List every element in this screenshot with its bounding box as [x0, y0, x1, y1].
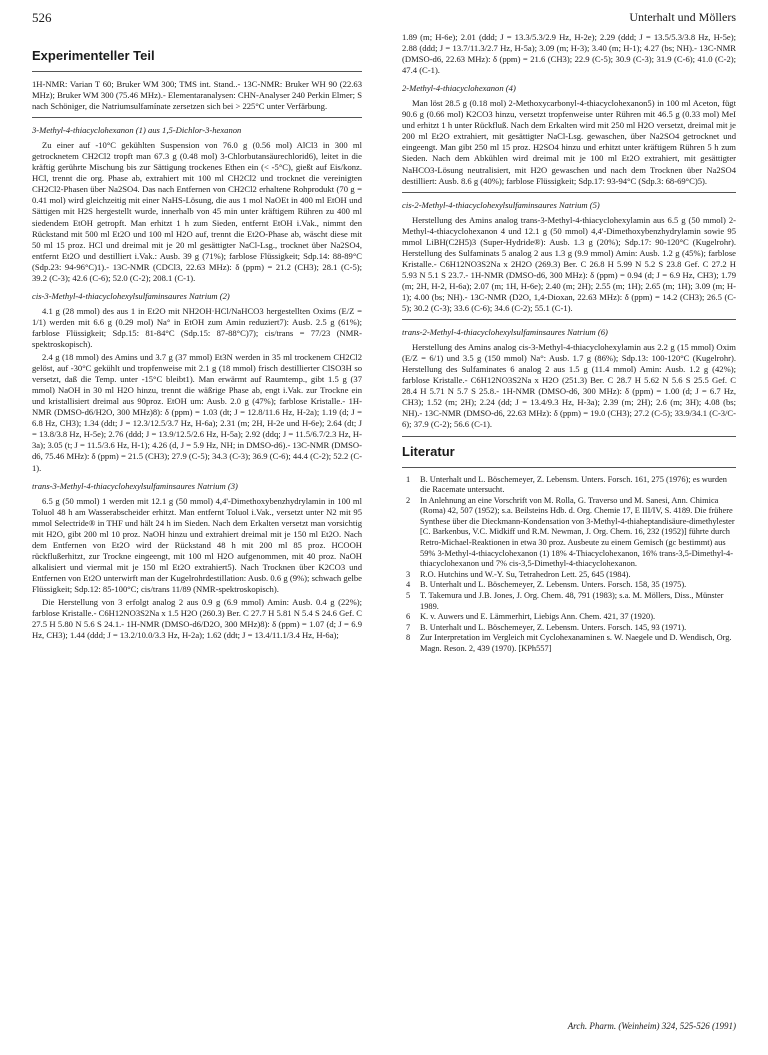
divider: [402, 319, 736, 320]
compound-2-heading: cis-3-Methyl-4-thiacyclohexylsulfaminsaures Natrium (2): [32, 290, 230, 301]
section-title: Experimenteller Teil: [32, 48, 155, 63]
divider: [402, 467, 736, 468]
left-column: [32, 48, 362, 643]
reference-number: 2: [406, 495, 411, 505]
compound-3-continuation: 1.89 (m; H-6e); 2.01 (ddd; J = 13.3/5.3/2.9 Hz, H-2e); 2.29 (ddd; J = 13.5/5.3/3.8 Hz, H-5e); 2.88 (ddd; J = 13.7/11.3/2.7 Hz, H-5a); 3.09 (m; H-3); 3.40 (m; H-1); 4.27 (bs; NH).- 13C-NMR (DMSO-d6, 22.63 MHz): δ (ppm) = 21.6 (CH3); 22.9 (C-5); 30.9 (C-3); 31.9 (C-6); 41.0 (C-2); 47.4 (C-1).: [402, 32, 736, 76]
compound-6-heading: trans-2-Methyl-4-thiacyclohexylsulfaminsaures Natrium (6): [402, 327, 608, 338]
reference-item: [402, 612, 736, 623]
reference-number: 5: [406, 591, 411, 601]
compound-3-paragraph-2: Die Herstellung von 3 erfolgt analog 2 aus 0.9 g (6.9 mmol) Amin: Ausb. 0.4 g (22%); farblose Kristalle.- C6H12NO3S2Na x 1.5 H2O (260.3) Ber. C 27.7 H 5.81 N 5.4 S 24.6 Gef. C 27.5 H 5.80 N 5.6 S 24.1.- 1H-NMR (DMSO-d6/D2O, 300 MHz)8): δ (ppm) = 1.07 (d; J = 6.9 Hz, CH3); 1.44 (ddd; J = 13.2/10.0/3.3 Hz, H-2a); 1.62 (ddt; J = 13.4/11.1/3.4 Hz, H-6a);: [32, 597, 362, 641]
reference-item: [402, 591, 736, 612]
running-head-authors: Unterhalt und Möllers: [629, 10, 736, 24]
right-column: [402, 32, 736, 655]
compound-1-text: Zu einer auf -10°C gekühlten Suspension von 76.0 g (0.56 mol) AlCl3 in 300 ml getrocknetem CH2Cl2 tropft man 67.3 g (0.48 mol) 3-Chlorbutansäurechlorid6), leitet in die kräftig gerührte Mischung bis zur Sättigung trockenes Ethen ein (< -5°C), gießt auf Eis/konz. HCl, trennt die org. Phase ab, extrahiert mit 100 ml CH2Cl2 und trocknet die vereinigten CH2Cl2-Phasen über Na2SO4. Das nach Entfernen von CH2Cl2 erhaltene Rohprodukt (70 g = 0.41 mol) wird gleichzeitig mit einer NaHS-Lösung, die aus 1 mol NaOEt in 400 ml EtOH und Sättigen mit H2S hergestellt wurde, innerhalb von 45 min unter kräftigem Rühren zu 400 ml siedendem EtOH getropft. Man erhitzt 1 h zum Sieden, entfernt EtOH i.Vak., nimmt den Rückstand mit 500 ml Et2O und 100 ml H2O auf, trennt die Et2O-Phase ab, wäscht diese mit 50 ml 15 proz. HCl und dreimal mit je 20 ml gesättigter NaCl-Lsg., trocknet über Na2SO4, entfernt Et2O und destilliert i.Vak.: Ausb. 39 g (71%); farblose Flüssigkeit; Sdp.14: 88-89°C (Sdp.23: 94-96°C)1).- 13C-NMR (CDCl3, 22.63 MHz): δ (ppm) = 21.2 (CH3); 28.1 (C-5); 39.2 (C-3); 42.6 (C-6); 52.0 (C-2); 208.1 (C-1).: [32, 140, 362, 283]
reference-text: Zur Interpretation im Vergleich mit Cyclohexanaminen s. W. Naegele und D. Wendisch, Org. Magn. Reson. 2, 439 (1970). [KPh557]: [420, 633, 732, 653]
compound-5-heading: cis-2-Methyl-4-thiacyclohexylsulfaminsaures Natrium (5): [402, 199, 600, 210]
divider: [402, 436, 736, 437]
page-header: [32, 10, 736, 28]
reference-text: R.O. Hutchins und W.-Y. Su, Tetrahedron Lett. 25, 645 (1984).: [420, 569, 631, 579]
reference-text: In Anlehnung an eine Vorschrift von M. Rolla, G. Traverso und M. Sanesi, Ann. Chimica (Roma) 42, 507 (1952); s.a. Beilsteins Hdb. d. Org. Chemie 17, E III/IV, S. 4189. Die frühere Synthese über die Dieckmann-Kondensation von 3-Methyl-4-thiaheptandisäure-dimethylester [C. Barkenbus, V.C. Midkiff und R.M. Newman, J. Org. Chem. 16, 232 (1952)] führte durch Retro-Michael-Reaktionen in etwa 30 proz. Ausbeute zu einem Gemisch (gc bestimmt) aus 59% 3-Methyl-4-thiacyclohexanon (1) 18% 4-Thiacyclohexanon, 16% trans-3,5-Dimethyl-4-thiacyclohexanon und 7% cis-3,5-Dimethyl-4-thiacyclohexanon.: [420, 495, 735, 569]
divider: [32, 117, 362, 118]
reference-text: B. Unterhalt und L. Böschemeyer, Z. Lebensm. Unters. Forsch. 158, 35 (1975).: [420, 580, 687, 590]
reference-text: B. Unterhalt und L. Böschemeyer, Z. Lebensm. Unters. Forsch. 161, 275 (1976); es wurden die Racemate untersucht.: [420, 474, 727, 495]
reference-number: 4: [406, 580, 411, 590]
reference-item: [402, 570, 736, 581]
journal-citation: Arch. Pharm. (Weinheim) 324, 525-526 (1991): [567, 1021, 736, 1031]
reference-text: K. v. Auwers und E. Lämmerhirt, Liebigs Ann. Chem. 421, 37 (1920).: [420, 612, 656, 622]
divider: [32, 71, 362, 72]
compound-1-heading: 3-Methyl-4-thiacyclohexanon (1) aus 1,5-Dichlor-3-hexanon: [32, 125, 242, 136]
compound-2-paragraph-2: 2.4 g (18 mmol) des Amins und 3.7 g (37 mmol) Et3N werden in 35 ml trockenem CH2Cl2 gelöst, auf -30°C gekühlt und tropfenweise mit 2.1 g (18 mmol) frisch destillierter ClSO3H so versetzt, daß die Temp. unter -15°C bleibt1). Man erwärmt auf Raumtemp., gibt 1.5 g (37 mmol) NaOH in 30 ml H2O hinzu, trennt die wäßrige Phase ab, engt i.Vak. zur Trockne ein und kristallisiert dreimal aus 90proz. EtOH um: Ausb. 2.0 g (47%); farblose Kristalle.- 1H-NMR (DMSO-d6/H2O, 300 MHz)8): δ (ppm) = 1.03 (dt; J = 12.8/11.6 Hz, H-2a); 1.19 (d; J = 6.8 Hz, CH3); 1.34 (ddt; J = 12.3/12.5/3.7 Hz, H-6a); 2.31 (m; 2H, H-2e und H-6e); 2.64 (dt; J = 13.8/3.8 Hz, H-5e); 2.76 (ddd; J = 13.9/12.5/2.6 Hz, H-5a); 2.92 (ddq; J = 11.5/6.7/2.3 Hz, H-3a); 3.05 (t; J = 11.5/3.6 Hz, H-1); 4.26 (d, J = 5.9 Hz, NH; in DMSO-d6).- 13C-NMR (DMSO-d6, 75.46 MHz): δ (ppm) = 21.5 (CH3); 27.9 (C-5); 34.3 (C-3); 36.9 (C-6); 44.4 (C-2); 52.2 (C-1).: [32, 352, 362, 473]
reference-item: [402, 623, 736, 634]
reference-number: 6: [406, 612, 411, 622]
compound-4-text: Man löst 28.5 g (0.18 mol) 2-Methoxycarbonyl-4-thiacyclohexanon5) in 100 ml Aceton, fügt 90.6 g (0.66 mol) K2CO3 hinzu, versetzt tropfenweise unter Rühren mit 46.5 g (0.33 mol) MeI und erhitzt 1 h unter Rückfluß. Nach dem Erkalten wird mit 250 ml H2O versetzt, dreimal mit je 200 ml Et2O extrahiert, mit gesättigter NaCl-Lsg. gewaschen, über Na2SO4 getrocknet und eingeengt. Man gibt 250 ml 15 proz. H2SO4 hinzu und erhitzt unter kräftigem Rühren 5 h zum Sieden. Nach dem Abkühlen wird dreimal mit je 100 ml Et2O extrahiert, mit gesättigter NaHCO3-Lösung neutralisiert, mit H2O gewaschen und nach dem Trocknen über Na2SO4 destilliert: Ausb. 8.6 g (40%); farblose Flüssigkeit; Sdp.17: 93-94°C (Sdp.3: 68-69°C)5).: [402, 98, 736, 186]
compound-2-paragraph-1: 4.1 g (28 mmol) des aus 1 in Et2O mit NH2OH·HCl/NaHCO3 hergestellten Oxims (E/Z = 1/1) werden mit 6.6 g (0.29 mol) Na° in EtOH zum Amin reduziert7): Ausb. 2.5 g (61%); farblose Flüssigkeit; Sdp.15: 81-84°C (Sdp.15: 87-88°C)7); cis/trans = 77/23 (NMR-spektroskopisch).: [32, 305, 362, 349]
reference-number: 7: [406, 622, 411, 632]
page-number: 526: [32, 10, 52, 25]
reference-text: T. Takemura und J.B. Jones, J. Org. Chem. 48, 791 (1983); s.a. M. Möllers, Diss., Münster 1989.: [420, 591, 724, 611]
reference-number: 8: [406, 633, 411, 643]
reference-list: [402, 475, 736, 655]
reference-item: [402, 580, 736, 591]
reference-item: [402, 496, 736, 570]
reference-item: [402, 475, 736, 496]
compound-3-paragraph-1: 6.5 g (50 mmol) 1 werden mit 12.1 g (50 mmol) 4,4'-Dimethoxybenzhydrylamin in 100 ml Toluol 48 h am Wasserabscheider erhitzt. Man entfernt Toluol i.Vak., versetzt unter N2 mit 95 mmol Selectride® in THF und hält 24 h im Sieden. Nach dem Erkalten versetzt man vorsichtig mit H2O, gibt 200 ml 10 proz. NaOH hinzu und extrahiert dreimal mit je 150 ml Et2O. Nach dem Entfernen von Et2O wird der Rückstand 48 h mit 200 ml 85 proz. HCOOH rückflußerhitzt, zur Trockne eingeengt, mit 100 ml H2O aufgenommen, mit 40 proz. NaOH alkalisiert und viermal mit je 150 ml Et2O extrahiert5). Nach Trocknen über K2CO3 und Entfernen von Et2O unterwirft man der Kugelrohrdestillation: Ausb. 0.6 g (9%); schwach gelbe Flüssigkeit; Sdp.12: 85-100°C; cis/trans 11/89 (NMR-spektroskopisch).: [32, 495, 362, 594]
compound-4-heading: 2-Methyl-4-thiacyclohexanon (4): [402, 83, 516, 94]
compound-5-text: Herstellung des Amins analog trans-3-Methyl-4-thiacyclohexylamin aus 6.5 g (50 mmol) 2-Methyl-4-thiacyclohexanon 4 und 12.1 g (50 mmol) 4,4'-Dimethoxybenzhydrylamin sowie 95 mmol LiBH(C2H5)3 (Super-Hydride®): Ausb. 1.3 g (20%); Sdp.17: 90-120°C (Kugelrohr). Herstellung des Sulfaminats 5 analog 2 aus 1.3 g (9.9 mmol) Amin: Ausb. 1.2 g (45%); farblose Kristalle.- C6H12NO3S2Na x 2H2O (269.3) Ber. C 26.8 H 5.99 N 5.2 S 23.8 Gef. C 27.2 H 5.93 N 5.1 S 23.7.- 1H-NMR (DMSO-d6, 300 MHz): δ (ppm) = 0.94 (d; J = 6.9 Hz, CH3); 1.79 (m; 2H, H-2, H-6a); 2.07 (m; 1H, H-6e); 2.40 (m; 2H); 2.55 (m; 1H); 2.65 (m; 1H); 3.09 (m; H-1); 4.00 (bs; NH).- 13C-NMR (D2O, 1,4-Dioxan, 22.63 MHz): δ (ppm) = 14.2 (CH3); 26.5 (C-5); 30.2 (C-3); 33.6 (C-6); 34.6 (C-2); 55.1 (C-1).: [402, 214, 736, 314]
divider: [402, 192, 736, 193]
reference-number: 3: [406, 569, 411, 579]
references-title: Literatur: [402, 443, 455, 459]
compound-3-heading: trans-3-Methyl-4-thiacyclohexylsulfaminsaures Natrium (3): [32, 480, 238, 491]
reference-item: [402, 633, 736, 654]
compound-6-text: Herstellung des Amins analog cis-3-Methyl-4-thiacyclohexylamin aus 2.2 g (15 mmol) Oxim (E/Z = 6/1) und 3.5 g (150 mmol) Na°: Ausb. 1.7 g (86%); Sdp.13: 100-120°C (Kugelrohr). Herstellung des Sulfaminates 6 analog 2 aus 1.5 g (11.4 mmol) Amin: Ausb. 1.2 g (42%); farblose Kristalle.- C6H12NO3S2Na x H2O (251.3) Ber. C 28.7 H 5.62 N 5.6 S 25.5 Gef. C 28.4 H 5.71 N 5.7 S 25.8.- 1H-NMR (DMSO-d6, 300 MHz): δ (ppm) = 1.00 (d; J = 6.7 Hz, CH3); 1.52 (m; 2H); 2.24 (dd; J = 13.4/9.3 Hz, H-3a); 2.39 (m; 2H); 2.6 (m; 3H); 4.08 (bs; NH).- 13C-NMR (DMSO-d6, 22.63 MHz): δ (ppm) = 19.0 (CH3); 27.2 (C-5); 33.9/34.1 (C-3/C-6); 37.9 (C-2); 56.6 (C-1).: [402, 342, 736, 430]
reference-number: 1: [406, 474, 411, 484]
intro-paragraph: 1H-NMR: Varian T 60; Bruker WM 300; TMS int. Stand..- 13C-NMR: Bruker WH 90 (22.63 MHz); Bruker WM 300 (75.46 MHz).- Elementaranalysen: CHN-Analyser 240 Perkin Elmer; S nach Schöniger, die Natriumsulfamínate zersetzen sich bei > 225°C unter Verfärbung.: [32, 79, 362, 112]
reference-text: B. Unterhalt und L. Böschemeyer, Z. Lebensm. Unters. Forsch. 145, 93 (1971).: [420, 622, 687, 632]
